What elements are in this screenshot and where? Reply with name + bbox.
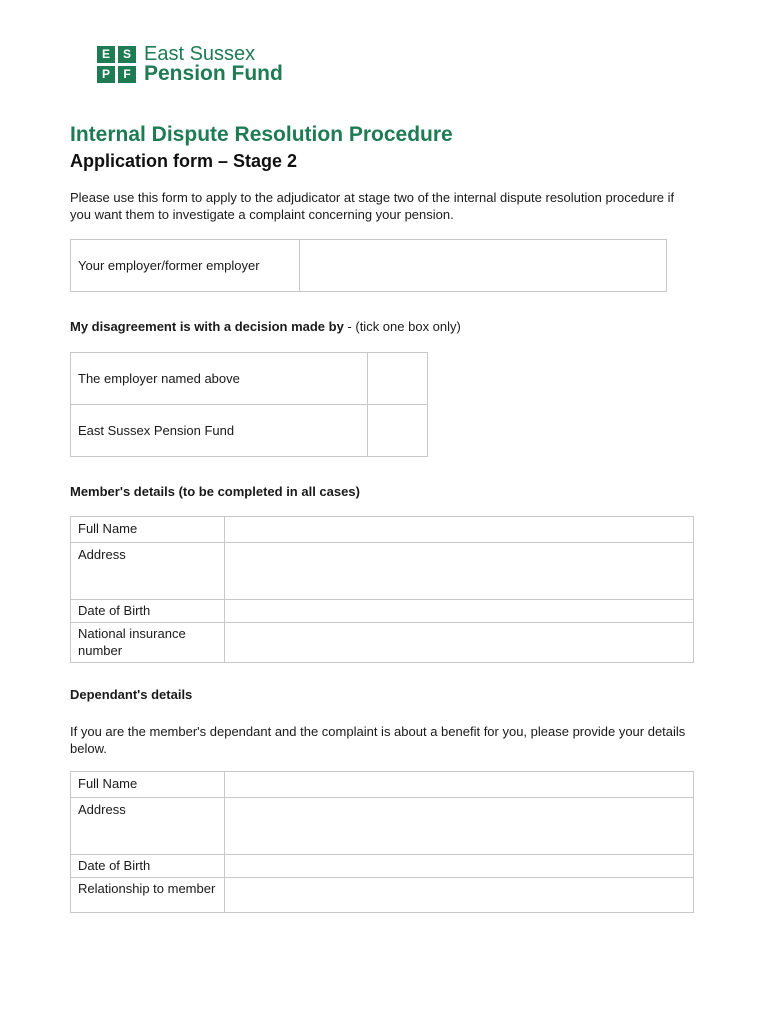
logo-cell: F (118, 66, 136, 83)
member-row-full-name (71, 517, 694, 543)
dependant-row-dob (71, 855, 694, 878)
decision-option-label: The employer named above (71, 353, 368, 405)
east-sussex-pension-fund-logo (97, 45, 283, 83)
member-row-ni (71, 623, 694, 663)
member-address-input[interactable] (225, 543, 694, 600)
member-details-table (70, 516, 694, 663)
dependant-heading: Dependant's details (70, 687, 193, 702)
dependant-full-name-input[interactable] (225, 772, 694, 798)
employer-input[interactable] (300, 240, 667, 292)
page-title: Internal Dispute Resolution Procedure (70, 123, 453, 146)
dependant-dob-label: Date of Birth (71, 855, 225, 878)
decision-table (70, 352, 428, 457)
decision-row (71, 353, 428, 405)
logo-line1: East Sussex (144, 43, 256, 65)
decision-tick-box-pension-fund[interactable] (368, 405, 428, 457)
employer-label: Your employer/former employer (71, 240, 300, 292)
dependant-details-table (70, 771, 694, 913)
disagreement-note: - (tick one box only) (343, 319, 461, 334)
decision-row (71, 405, 428, 457)
dependant-address-label: Address (71, 798, 225, 855)
dependant-address-input[interactable] (225, 798, 694, 855)
logo-mark (97, 46, 136, 83)
member-dob-label: Date of Birth (71, 600, 225, 623)
dependant-intro-text: If you are the member's dependant and the complaint is about a benefit for you, please provide your details below. (70, 724, 686, 756)
member-full-name-input[interactable] (225, 517, 694, 543)
member-ni-input[interactable] (225, 623, 694, 663)
decision-option-label: East Sussex Pension Fund (71, 405, 368, 457)
member-ni-label: National insurance number (71, 623, 225, 663)
logo-cell: P (97, 66, 115, 83)
dependant-row-relationship (71, 878, 694, 913)
dependant-full-name-label: Full Name (71, 772, 225, 798)
member-dob-input[interactable] (225, 600, 694, 623)
employer-table (70, 239, 667, 292)
member-row-address (71, 543, 694, 600)
logo-wordmark (144, 45, 283, 83)
member-full-name-label: Full Name (71, 517, 225, 543)
employer-row (71, 240, 667, 292)
dependant-dob-input[interactable] (225, 855, 694, 878)
member-address-label: Address (71, 543, 225, 600)
disagreement-heading-text: My disagreement is with a decision made by (70, 319, 344, 334)
member-heading: Member's details (to be completed in all cases) (70, 484, 360, 499)
form-subtitle: Application form – Stage 2 (70, 151, 298, 171)
logo-cell: S (118, 46, 136, 63)
dependant-row-address (71, 798, 694, 855)
dependant-relationship-input[interactable] (225, 878, 694, 913)
dependant-relationship-label: Relationship to member (71, 878, 225, 913)
logo-cell: E (97, 46, 115, 63)
disagreement-heading (70, 319, 461, 334)
logo-line2: Pension Fund (144, 62, 283, 85)
dependant-row-full-name (71, 772, 694, 798)
decision-tick-box-employer[interactable] (368, 353, 428, 405)
member-row-dob (71, 600, 694, 623)
intro-text: Please use this form to apply to the adjudicator at stage two of the internal dispute resolution procedure if you want them to investigate a complaint concerning your pension. (70, 190, 675, 222)
